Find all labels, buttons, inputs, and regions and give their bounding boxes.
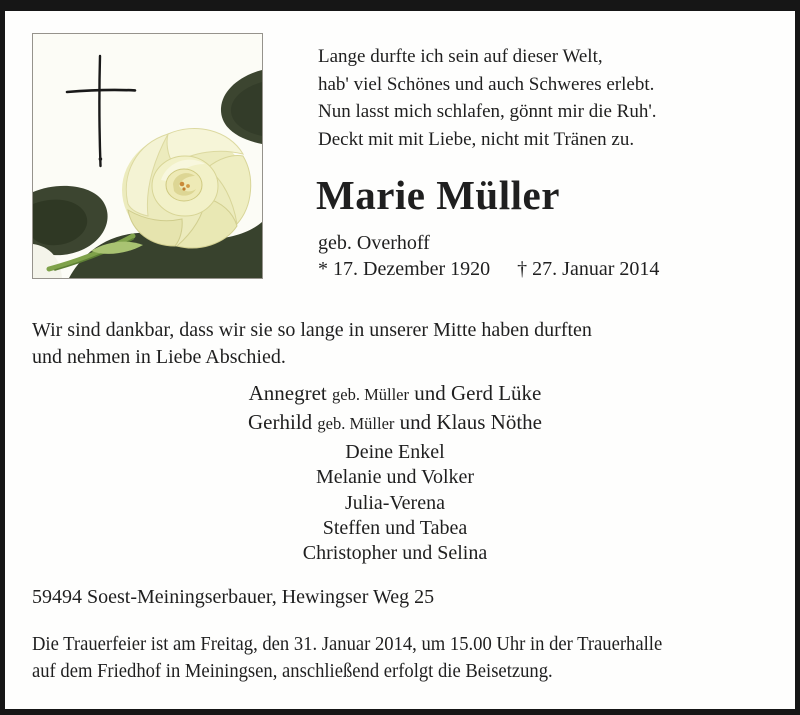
- tribute-line: Wir sind dankbar, dass wir sie so lange in unserer Mitte haben durften: [32, 319, 592, 341]
- grandchild-line: Melanie und Volker: [315, 466, 475, 489]
- tribute-paragraph: [32, 317, 592, 370]
- mourner-line: [0, 409, 790, 438]
- frame-left: [0, 0, 5, 715]
- birth-date: * 17. Dezember 1920: [318, 258, 491, 280]
- address-line: 59494 Soest-Meiningserbauer, Hewingser Weg 25: [32, 586, 435, 608]
- mourner-partner: und Klaus Nöthe: [399, 409, 542, 434]
- grandchild-line: Christopher und Selina: [302, 542, 488, 565]
- mourners-block: [0, 380, 790, 437]
- frame-top: [0, 0, 800, 11]
- funeral-line: auf dem Friedhof in Meiningsen, anschließend erfolgt die Beisetzung.: [32, 659, 553, 682]
- death-date: † 27. Januar 2014: [517, 258, 660, 280]
- funeral-info: [32, 631, 662, 684]
- grandchild-line: Steffen und Tabea: [322, 516, 468, 539]
- mourner-line: [0, 380, 790, 409]
- mourner-maiden: geb. Müller: [317, 413, 395, 433]
- memorial-photo: [32, 33, 263, 279]
- poem-line: Nun lasst mich schlafen, gönnt mir die Ruh'.: [318, 101, 657, 122]
- poem-line: Deckt mit mit Liebe, nicht mit Tränen zu.: [318, 128, 635, 150]
- mourner-partner: und Gerd Lüke: [414, 381, 542, 405]
- grandchildren-block: [0, 440, 790, 566]
- poem: [318, 43, 657, 153]
- grandchildren-heading: Deine Enkel: [345, 441, 445, 463]
- mourner-name: Gerhild: [248, 409, 313, 434]
- maiden-name: geb. Overhoff: [318, 232, 430, 254]
- mourner-maiden: geb. Müller: [332, 385, 409, 404]
- funeral-line: Die Trauerfeier ist am Freitag, den 31. Januar 2014, um 15.00 Uhr in der Trauerhalle: [32, 633, 663, 655]
- mourner-name: Annegret: [248, 381, 327, 405]
- poem-line: Lange durfte ich sein auf dieser Welt,: [318, 46, 603, 67]
- poem-line: hab' viel Schönes und auch Schweres erlebt.: [318, 73, 655, 95]
- deceased-name: Marie Müller: [316, 172, 560, 218]
- dates-line: [318, 256, 659, 282]
- tribute-line: und nehmen in Liebe Abschied.: [32, 345, 286, 368]
- frame-right: [795, 0, 800, 715]
- frame-bottom: [0, 709, 800, 715]
- grandchild-line: Julia-Verena: [345, 491, 445, 514]
- rose-cross-image: [33, 34, 262, 278]
